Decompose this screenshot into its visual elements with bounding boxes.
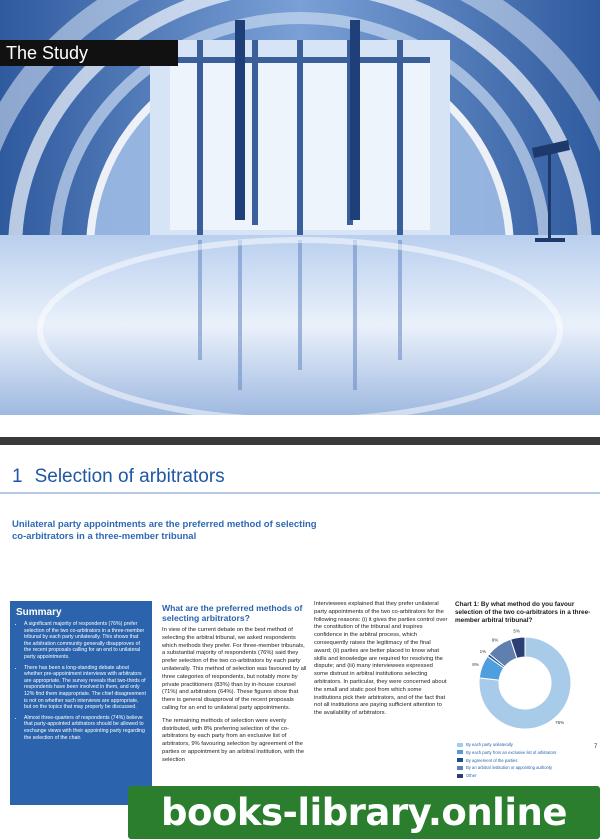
hero-title: The Study — [0, 40, 178, 66]
donut-chart — [455, 625, 597, 740]
hero-photo — [0, 0, 600, 415]
legend-swatch — [457, 750, 463, 754]
section-title: Selection of arbitrators — [34, 466, 225, 487]
legend-swatch — [457, 774, 463, 778]
legend-swatch — [457, 766, 463, 770]
page-divider-bar — [0, 437, 600, 445]
section-heading — [12, 466, 225, 488]
chart-1 — [455, 601, 597, 791]
chart-legend — [457, 742, 597, 781]
pie-data-label: 1% — [479, 648, 487, 654]
section-rule — [0, 492, 600, 494]
section-subtitle: Unilateral party appointments are the preferred method of selecting co-arbitrators in a three-member tribunal — [12, 519, 317, 542]
legend-label: By each party unilaterally — [466, 742, 513, 747]
legend-entry — [457, 773, 597, 778]
legend-label: By an arbitral institution or appointing authority — [466, 765, 553, 771]
legend-entry — [457, 742, 597, 747]
paragraph: In view of the current debate on the best method of selecting the arbitral tribunal, we asked respondents which methods they prefer. For three-member tribunals, a substantial majority of respondents (76%) said they prefer selection of the two co-arbitrators by each party unilaterally. This method of selection was favoured by all three categories of respondents, but notably more by private practitioners (83%) than by in-house counsel (71%) and arbitrators (64%). These figures show that there is general disapproval of the recent proposals calling for an end to unilateral party appointments. — [162, 627, 307, 711]
section-number: 1 — [12, 466, 23, 487]
legend-entry — [457, 758, 597, 763]
watermark-banner: books-library.online — [128, 786, 600, 839]
summary-bullet: • A significant majority of respondents (76%) prefer selection of the two co-arbitrators in a three-member tribunal by each party unilaterally. This shows that the arbitration community generally disapproves of the recent proposals calling for an end to unilateral party appointments. — [24, 621, 146, 661]
pie-data-label: 9% — [491, 637, 499, 643]
legend-swatch — [457, 743, 463, 747]
summary-list — [16, 621, 146, 741]
summary-bullet: • Almost three-quarters of respondents (74%) believe that party-appointed arbitrators should be allowed to exchange views with their appointing party regarding the selection of the chair. — [24, 715, 146, 741]
column-heading: What are the preferred methods of selecting arbitrators? — [162, 603, 303, 623]
legend-entry — [457, 765, 597, 770]
margin-mark: 7 — [594, 744, 598, 750]
pie-data-label: 76% — [555, 719, 565, 725]
legend-label: By agreement of the parties — [466, 757, 518, 763]
summary-bullet: • There has been a long-standing debate about whether pre-appointment interviews with arbitrators are appropriate. The survey reveals that two-thirds of respondents have been involved in them, and only 12% find them inappropriate. The chief disagreement is not on whether such interviews are appropriate, but on the topics that may properly be discussed. — [24, 665, 146, 711]
paragraph: The remaining methods of selection were evenly distributed, with 8% preferring selection of the co-arbitrators by each party from an exclusive list of arbitrators, 9% favouring selection by agreement of the parties or appointment by an arbitral institution, with the selection — [162, 717, 305, 763]
legend-swatch — [457, 758, 463, 762]
paragraph: Interviewees explained that they prefer unilateral party appointments of the two co-arbitrators for the following reasons: (i) it gives the parties control over the constitution of the tribunal and inspires confidence in the arbitral process, which consequently raises the legitimacy of the final award; (ii) parties are better placed to know what skills and knowledge are required for resolving the dispute; and (iii) many interviewees expressed some distrust in arbitral institutions selecting arbitrators. In particular, they were concerned about the small and static pool from which some institutions pick their arbitrators, and of the fact that not all institutions are paying sufficient attention to the availability of arbitrators. — [314, 601, 448, 717]
legend-label: Other — [466, 773, 477, 779]
text-column-2 — [162, 603, 308, 813]
text-column-3 — [314, 601, 448, 806]
pie-data-label: 8% — [472, 662, 479, 668]
summary-box — [10, 601, 152, 805]
legend-label: By each party from an exclusive list of arbitrators — [466, 749, 557, 755]
legend-entry — [457, 750, 597, 755]
pie-data-label: 5% — [513, 628, 520, 634]
page-gap — [0, 415, 600, 437]
chart-title: Chart 1: By what method do you favour selection of the two co-arbitrators in a three-member arbitral tribunal? — [455, 601, 591, 624]
summary-heading: Summary — [16, 607, 62, 618]
